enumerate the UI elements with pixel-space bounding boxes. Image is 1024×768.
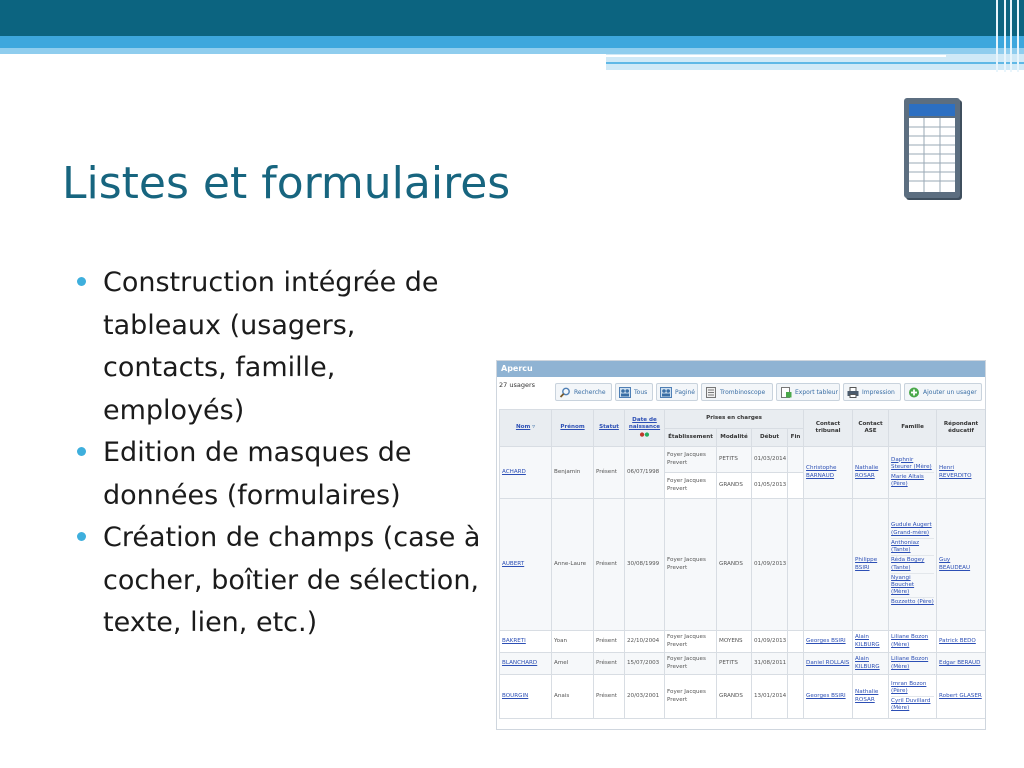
header-thin-line [606,55,946,57]
table-row: BOURGIN Anais Présent 20/03/2001 Foyer Jacques Prevert GRANDS 13/01/2014 Georges BSIRI Nathalie ROSAR Imran Bozon (Père) Cyril Duvillard (Mère) Robert GLASER [500,675,986,719]
family-link[interactable]: Liliane Bozon (Mère) [891,634,929,648]
contact-link[interactable]: Nathalie ROSAR [855,689,879,703]
contact-link[interactable]: Georges BSIRI [806,637,846,644]
bullet-list [74,262,484,645]
all-button-label: Tous [634,389,648,396]
header-dark-bar [0,0,1024,36]
paginated-button-label: Paginé [675,389,695,396]
user-link[interactable]: AUBERT [502,560,525,567]
family-link[interactable]: Imran Bozon (Père) [891,680,934,697]
all-button[interactable] [615,383,653,401]
table-row: BAKRETI Yoan Présent 22/10/2004 Foyer Jacques Prevert MOYENS 01/09/2013 Georges BSIRI Alain KILBURG Liliane Bozon (Mère) Patrick BEDO [500,631,986,653]
magnifier-icon [559,387,571,398]
chart-icon: ● [639,431,645,438]
paginated-button[interactable] [656,383,698,401]
column-header-debut: Début [752,429,788,447]
panel-header: Apercu [497,361,985,377]
contact-link[interactable]: Georges BSIRI [806,692,846,699]
bullet-item: Création de champs (case à cocher, boîtier de sélection, texte, lien, etc.) [74,517,484,645]
referent-link[interactable]: Henri REVERDITO [939,465,972,479]
table-row: AUBERT Anne-Laure Présent 30/08/1999 Foyer Jacques Prevert GRANDS 01/09/2013 Philippe BSIRI Gudule Augert (Grand-mère) Anthoniaz (Tante) Réda Bogey (Tante) Nyangi Bouchet (Mère) Bozzetto (Père) Guy BEAUDEAU [500,499,986,631]
trombinoscope-button[interactable] [701,383,773,401]
column-group-prises-en-charges: Prises en charges [665,410,804,429]
plus-icon [908,387,920,398]
column-header-famille: Famille [889,410,937,447]
add-user-button[interactable] [904,383,982,401]
paginated-users-icon [660,387,672,398]
header-thin-line [606,62,1024,64]
contact-link[interactable]: Philippe BSIRI [855,557,878,571]
family-link[interactable]: Liliane Bozon (Mère) [891,656,929,670]
column-header-etablissement: Établissement [665,429,717,447]
table-row: BLANCHARD Amel Présent 15/07/2003 Foyer Jacques Prevert PETITS 31/08/2011 Daniel ROLLAIS Alain KILBURG Liliane Bozon (Mère) Edgar BERAUD [500,653,986,675]
users-table [499,409,986,719]
referent-link[interactable]: Edgar BERAUD [939,659,981,666]
referent-link[interactable]: Guy BEAUDEAU [939,557,971,571]
contact-link[interactable]: Alain KILBURG [855,656,880,670]
user-link[interactable]: BOURGIN [502,692,529,699]
add-user-button-label: Ajouter un usager [923,389,977,396]
contact-link[interactable]: Christophe BARNAUD [806,465,837,479]
export-button-label: Export tableur [795,389,839,396]
family-link[interactable]: Daphnir Steurer (Mère) [891,456,934,473]
column-header-repondant: Répondant éducatif [937,410,986,447]
family-link[interactable]: Nyangi Bouchet (Mère) [891,574,934,599]
print-button-label: Impression [862,389,895,396]
header-blue-band [0,36,1024,48]
bullet-item: Construction intégrée de tableaux (usagers, contacts, famille, employés) [74,262,484,432]
export-button[interactable] [776,383,840,401]
search-button-label: Recherche [574,389,606,396]
toolbar [497,377,985,405]
contact-link[interactable]: Alain KILBURG [855,634,880,648]
column-header-contact-ase: Contact ASE [853,410,889,447]
column-header-contact-tribunal: Contact tribunal [804,410,853,447]
slide-title: Listes et formulaires [62,158,511,209]
header-vertical-stripes [990,0,1024,72]
search-button[interactable] [555,383,612,401]
family-link[interactable]: Anthoniaz (Tante) [891,539,934,556]
photo-grid-icon [705,387,717,398]
user-link[interactable]: BAKRETI [502,637,526,644]
export-sheet-icon [780,387,792,398]
family-link[interactable]: Réda Bogey (Tante) [891,556,934,573]
column-header-statut[interactable]: Statut [594,410,625,447]
table-row: Foyer Jacques Prevert GRANDS 01/05/2013 [500,473,986,499]
column-header-fin: Fin [788,429,804,447]
contact-link[interactable]: Daniel ROLLAIS [806,659,850,666]
spreadsheet-icon [900,96,966,204]
printer-icon [847,387,859,398]
record-count: 27 usagers [499,381,536,389]
column-header-modalite: Modalité [717,429,752,447]
family-link[interactable]: Cyril Duvillard (Mère) [891,698,931,712]
contact-link[interactable]: Nathalie ROSAR [855,465,879,479]
trombinoscope-button-label: Trombinoscope [720,389,766,396]
column-header-nom[interactable]: Nom ▿ [500,410,552,447]
bullet-item: Edition de masques de données (formulaires) [74,432,484,517]
sort-icon: ▿ [532,424,536,431]
table-row: ACHARD Benjamin Présent 06/07/1998 Foyer Jacques Prevert PETITS 01/03/2014 Christophe BARNAUD Nathalie ROSAR Daphnir Steurer (Mère) Marie Altais (Père) Henri REVERDITO [500,447,986,473]
user-link[interactable]: ACHARD [502,468,526,475]
print-button[interactable] [843,383,901,401]
family-link[interactable]: Bozzetto (Père) [891,599,934,606]
family-link[interactable]: Gudule Augert (Grand-mère) [891,521,934,538]
column-header-date-naissance[interactable]: Date de naissance ●● [625,410,665,447]
column-header-prenom[interactable]: Prénom [552,410,594,447]
user-link[interactable]: BLANCHARD [502,659,538,666]
app-preview-window [496,360,986,730]
referent-link[interactable]: Patrick BEDO [939,637,976,644]
referent-link[interactable]: Robert GLASER [939,692,982,699]
users-icon [619,387,631,398]
family-link[interactable]: Marie Altais (Père) [891,474,924,488]
